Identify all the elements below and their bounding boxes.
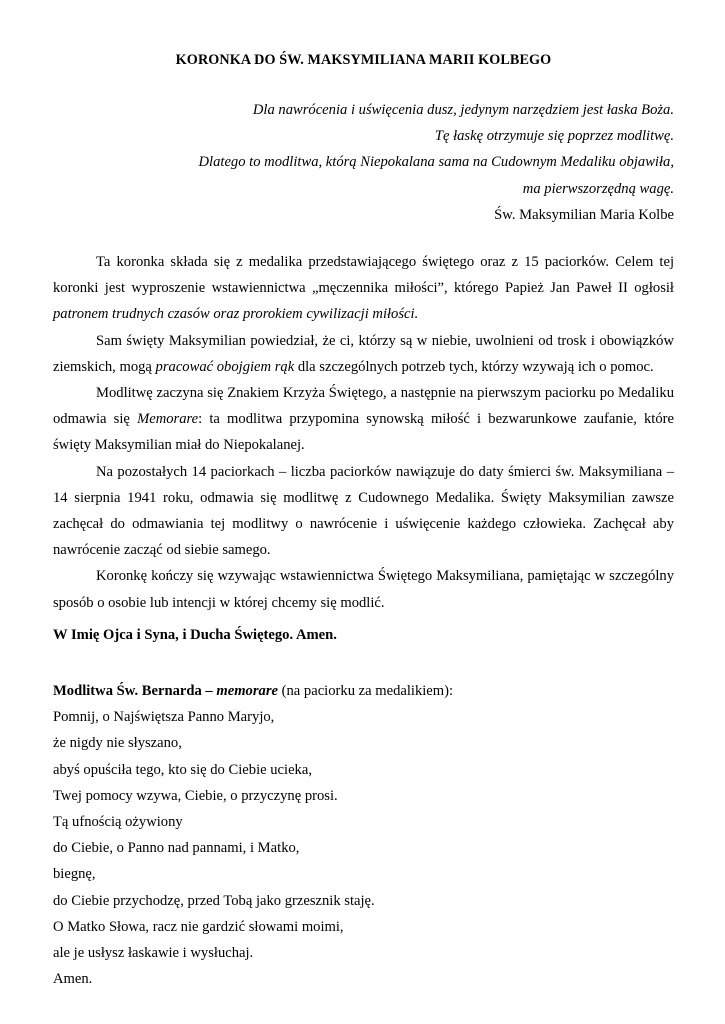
paragraph: Modlitwę zaczyna się Znakiem Krzyża Świętego, a następnie na pierwszym paciorku po Medaliku odmawia się Memorare: ta modlitwa przypomina synowską miłość i bezwarunkowe zaufanie, które święty Maksymilian miał do Niepokalanej. <box>53 385 674 454</box>
prayer-line: ale je usłysz łaskawie i wysłuchaj. <box>53 945 254 962</box>
prayer-line: Tą ufnością ożywiony <box>53 814 183 831</box>
paragraph: Ta koronka składa się z medalika przedstawiającego świętego oraz z 15 paciorków. Celem tej koronki jest wyproszenie wstawiennictwa „męczennika miłości”, którego Papież Jan Paweł II ogłosił patronem trudnych czasów oraz prorokiem cywilizacji miłości. <box>53 254 674 323</box>
prayer-line: do Ciebie przychodzę, przed Tobą jako grzesznik staję. <box>53 892 375 909</box>
paragraph: Koronkę kończy się wzywając wstawiennictwa Świętego Maksymiliana, pamiętając w szczególny sposób o osobie lub intencji w której chcemy się modlić. <box>53 568 674 611</box>
intro-text <box>53 249 674 616</box>
document-title: KORONKA DO ŚW. MAKSYMILIANA MARII KOLBEGO <box>175 52 552 68</box>
prayer-line: biegnę, <box>53 866 96 883</box>
prayer-heading: Modlitwa Św. Bernarda – memorare (na paciorku za medalikiem): <box>53 683 454 699</box>
motto-line: ma pierwszorzędną wagę. <box>522 180 674 197</box>
prayer-line: abyś opuściła tego, kto się do Ciebie ucieka, <box>53 761 312 778</box>
prayer-line: Twej pomocy wzywa, Ciebie, o przyczynę prosi. <box>53 787 338 804</box>
motto-line: Tę łaskę otrzymuje się poprzez modlitwę. <box>434 128 674 145</box>
prayer-line: że nigdy nie słyszano, <box>53 735 182 752</box>
sign-of-cross: W Imię Ojca i Syna, i Ducha Świętego. Amen. <box>53 627 337 643</box>
paragraph: Na pozostałych 14 paciorkach – liczba paciorków nawiązuje do daty śmierci św. Maksymiliana – 14 sierpnia 1941 roku, odmawia się modlitwę z Cudownego Medalika. Święty Maksymilian zawsze zachęcał do odmawiania tej modlitwy o nawrócenie i uświęcenie każdego człowieka. Zachęcał aby nawrócenie zacząć od siebie samego. <box>53 463 674 559</box>
motto-line: Dlatego to modlitwa, którą Niepokalana sama na Cudownym Medaliku objawiła, <box>198 154 674 171</box>
memorare-prayer <box>53 678 674 992</box>
prayer-line: do Ciebie, o Panno nad pannami, i Matko, <box>53 840 300 857</box>
paragraph: Sam święty Maksymilian powiedział, że ci, którzy są w niebie, uwolnieni od trosk i obowiązków ziemskich, mogą pracować obojgiem rąk dla szczególnych potrzeb tych, którzy wzywają ich o pomoc. <box>53 332 674 375</box>
motto-author: Św. Maksymilian Maria Kolbe <box>494 206 674 223</box>
prayer-line: O Matko Słowa, racz nie gardzić słowami moimi, <box>53 918 344 935</box>
prayer-line: Pomnij, o Najświętsza Panno Maryjo, <box>53 709 275 726</box>
motto-line: Dla nawrócenia i uświęcenia dusz, jedynym narzędziem jest łaska Boża. <box>252 102 674 118</box>
motto-quote <box>53 97 674 228</box>
prayer-line: Amen. <box>53 971 93 988</box>
